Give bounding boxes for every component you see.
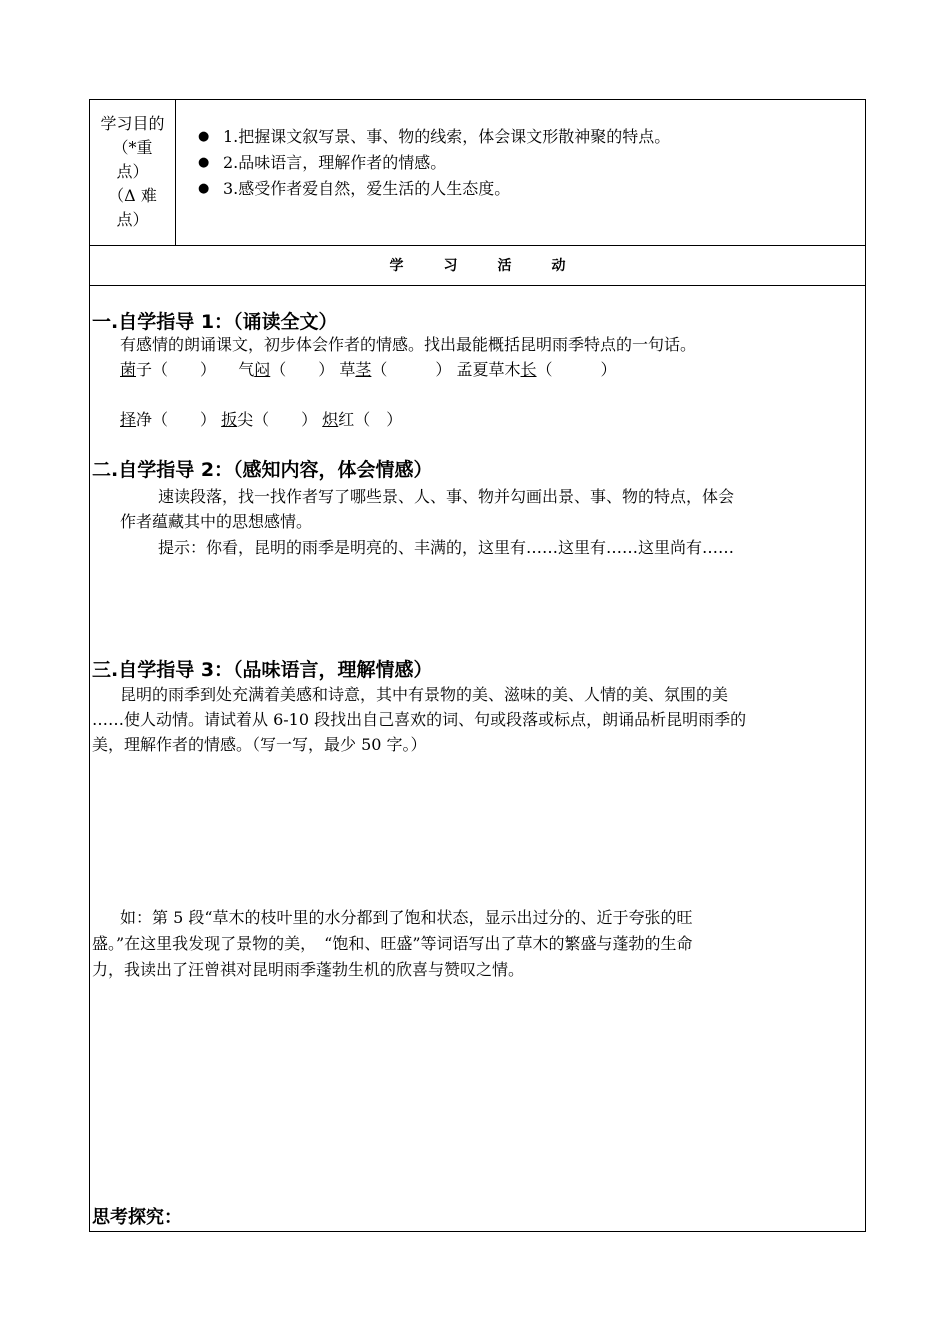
objectives-label-line: 点） bbox=[116, 210, 149, 229]
section2-body: 作者蕴藏其中的思想感情。 bbox=[120, 512, 313, 531]
section1-words-row1 bbox=[120, 358, 617, 382]
bullet-icon: ● bbox=[198, 129, 210, 144]
objectives-label-line: （Δ 难 bbox=[108, 186, 157, 205]
section3-example: 力，我读出了汪曾祺对昆明雨季蓬勃生机的欣喜与赞叹之情。 bbox=[92, 960, 525, 979]
objective-item bbox=[198, 176, 670, 202]
section1-instruction: 有感情的朗诵课文，初步体会作者的情感。找出最能概括昆明雨季特点的一句话。 bbox=[120, 335, 697, 354]
section1-words-row2 bbox=[120, 408, 402, 432]
objective-text: 3.感受作者爱自然，爱生活的人生态度。 bbox=[223, 179, 511, 198]
word-item: 炽红（ ） bbox=[322, 410, 403, 429]
worksheet-table bbox=[89, 99, 866, 1232]
objective-text: 2.品味语言，理解作者的情感。 bbox=[223, 153, 447, 172]
section1-title: 一.自学指导 1：（诵读全文） bbox=[92, 311, 338, 333]
section3-title: 三.自学指导 3：（品味语言，理解情感） bbox=[92, 659, 433, 681]
activities-header: 学习活动 bbox=[90, 246, 865, 286]
bullet-icon: ● bbox=[198, 181, 210, 196]
section3-example: 盛。”在这里我发现了景物的美， “饱和、旺盛”等词语写出了草木的繁盛与蓬勃的生命 bbox=[92, 934, 693, 953]
word-item: 扳尖（ ） bbox=[221, 410, 318, 429]
section2-title: 二.自学指导 2：（感知内容，体会情感） bbox=[92, 459, 433, 481]
objectives-label-line: 学习目的 bbox=[100, 114, 165, 133]
section3-body: ……使人动情。请试着从 6-10 段找出自己喜欢的词、句或段落或标点，朗诵品析昆明雨季的 bbox=[92, 710, 747, 729]
section3-example: 如：第 5 段“草木的枝叶里的水分都到了饱和状态，显示出过分的、近于夸张的旺 bbox=[120, 908, 693, 927]
objectives-row bbox=[90, 100, 865, 246]
objectives-label-line: （*重 bbox=[112, 138, 153, 157]
thinking-title: 思考探究： bbox=[92, 1207, 182, 1228]
word-item: 气闷（ ） bbox=[238, 360, 335, 379]
objective-text: 1.把握课文叙写景、事、物的线索，体会课文形散神聚的特点。 bbox=[223, 127, 671, 146]
objective-item bbox=[198, 150, 670, 176]
word-item: 草茎（ ） bbox=[339, 360, 452, 379]
bullet-icon: ● bbox=[198, 155, 210, 170]
section3-body: 昆明的雨季到处充满着美感和诗意，其中有景物的美、滋味的美、人情的美、氛围的美 bbox=[120, 685, 729, 704]
section2-body: 速读段落，找一找作者写了哪些景、人、事、物并勾画出景、事、物的特点，体会 bbox=[158, 487, 735, 506]
word-item: 择净（ ） bbox=[120, 410, 217, 429]
section2-hint: 提示：你看，昆明的雨季是明亮的、丰满的，这里有……这里有……这里尚有…… bbox=[158, 538, 735, 557]
objectives-list bbox=[198, 124, 670, 202]
word-item: 孟夏草木长（ ） bbox=[456, 360, 617, 379]
section3-body: 美，理解作者的情感。（写一写，最少 50 字。） bbox=[92, 735, 427, 754]
objectives-label-line: 点） bbox=[116, 162, 149, 181]
word-item: 菌子（ ） bbox=[120, 360, 217, 379]
objectives-label bbox=[90, 100, 176, 245]
objective-item bbox=[198, 124, 670, 150]
